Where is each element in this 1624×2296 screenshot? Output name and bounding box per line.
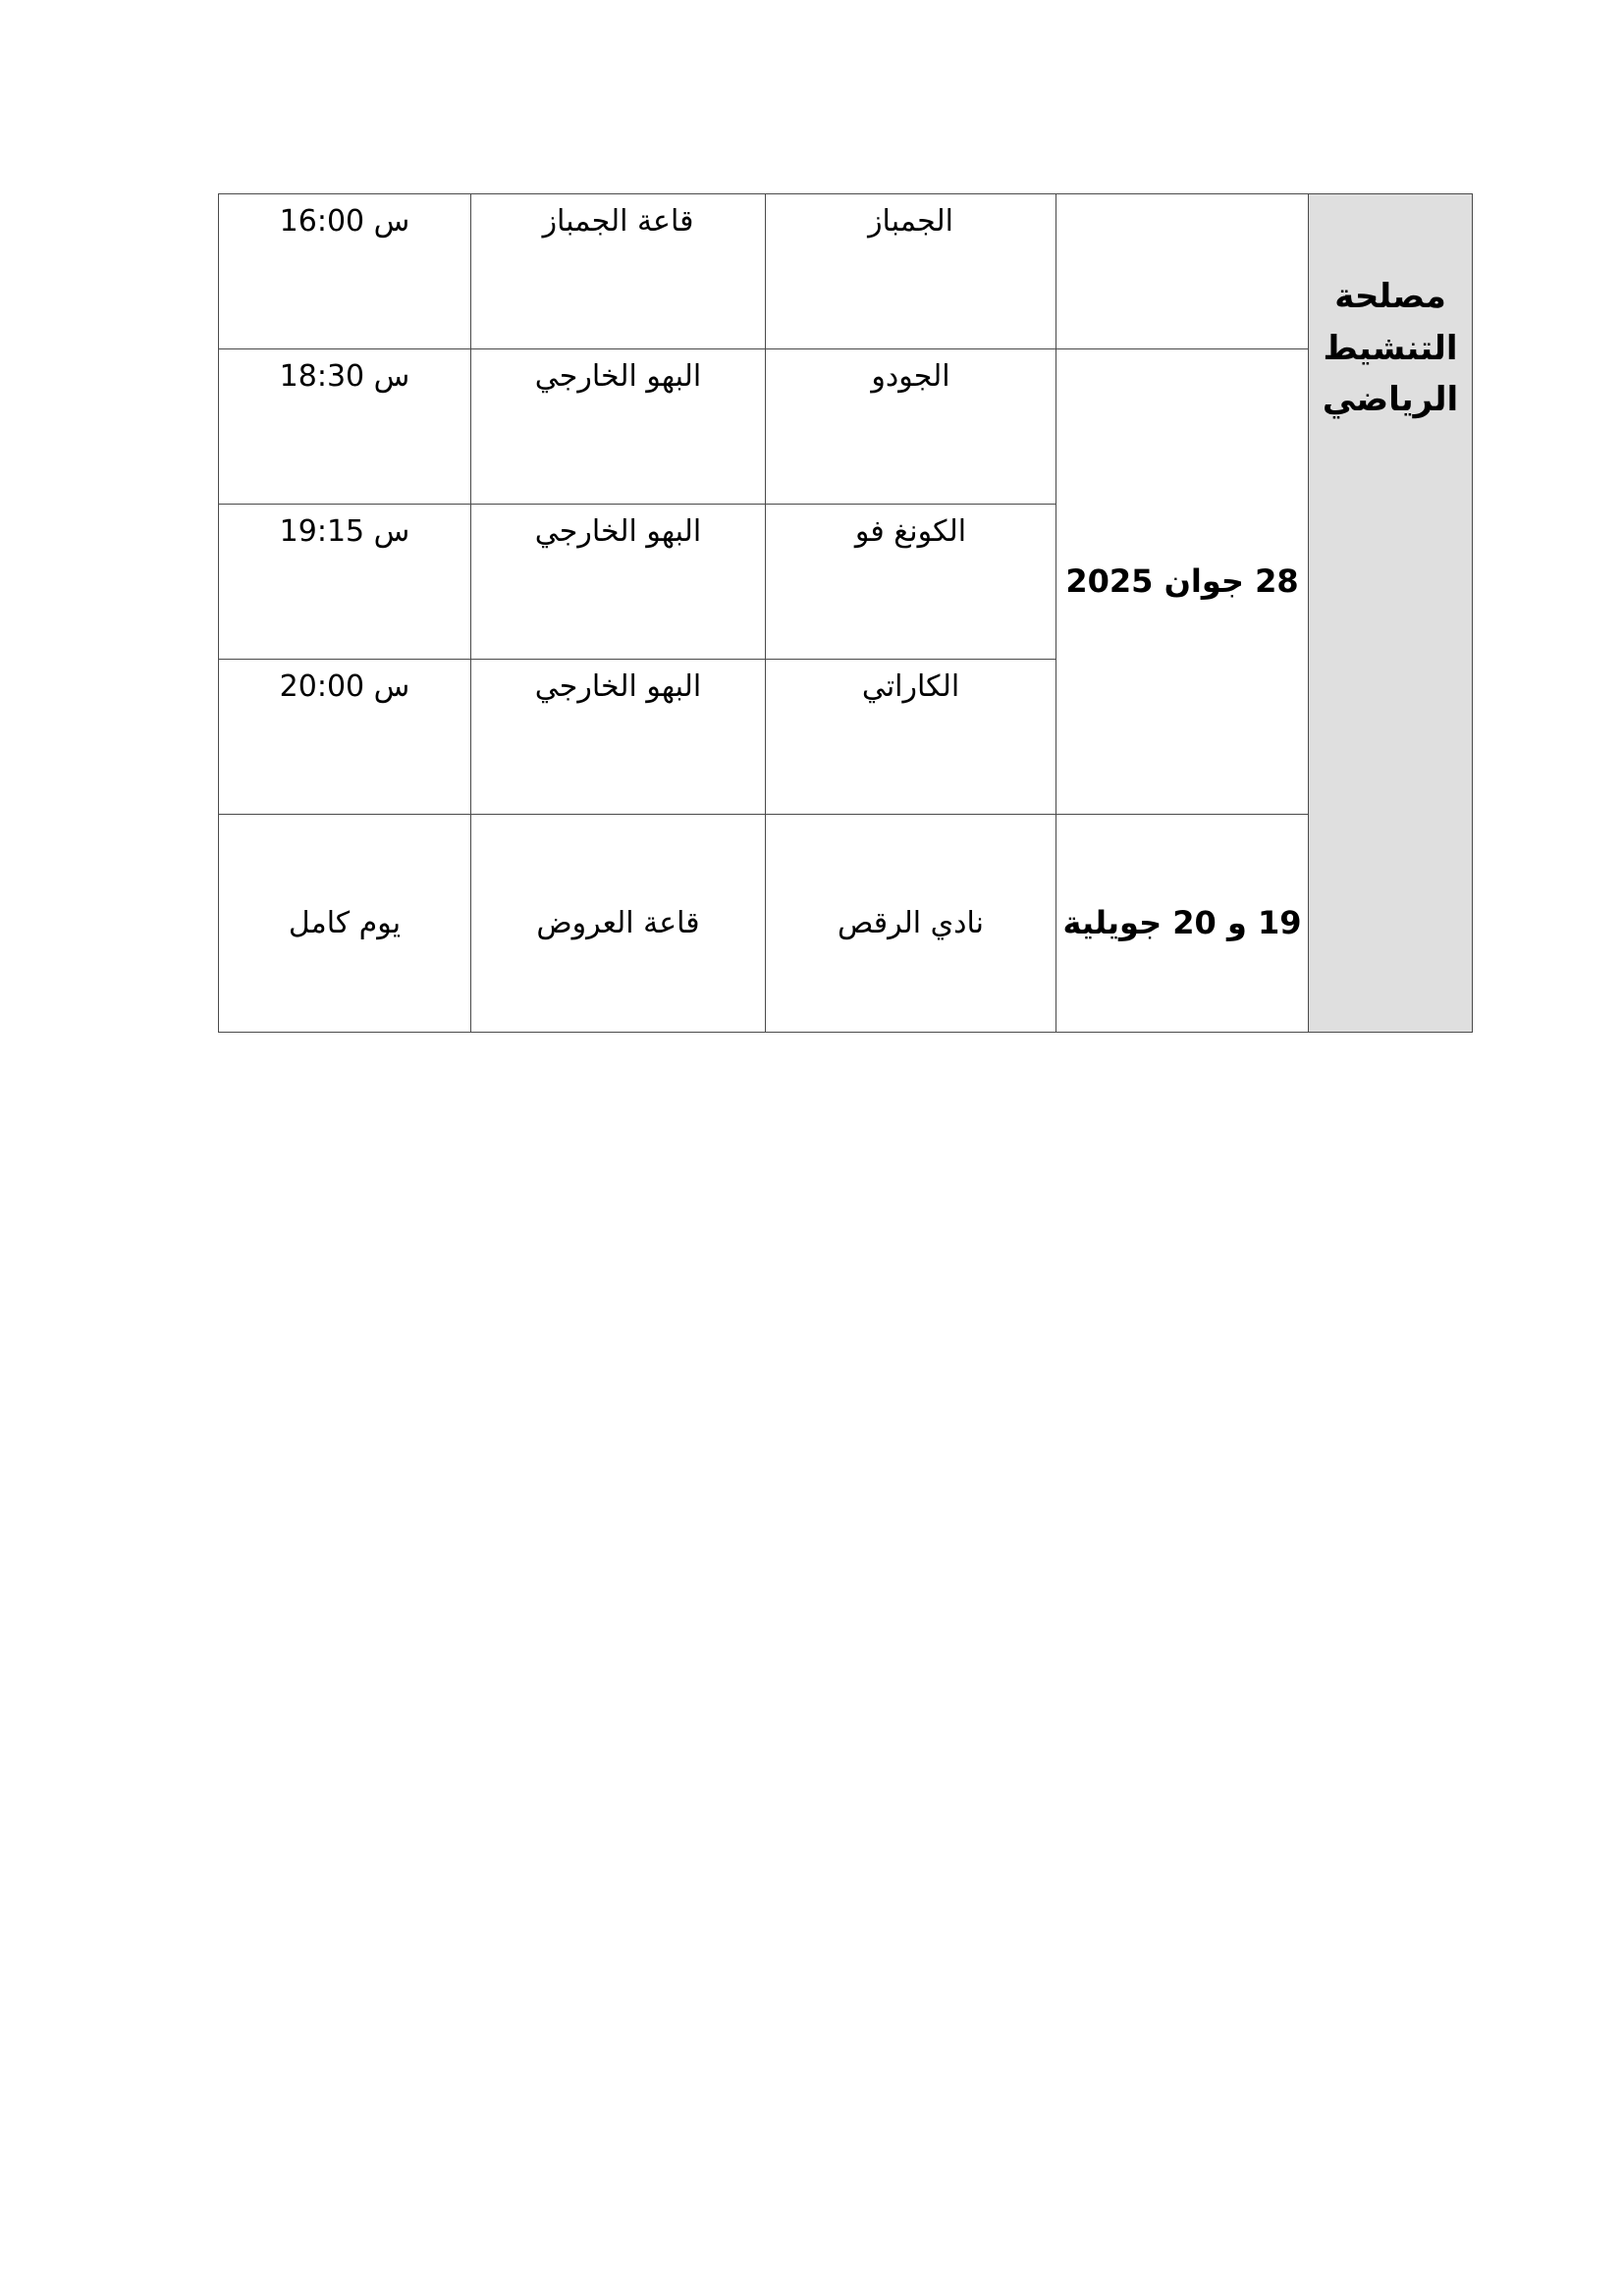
date-cell: 28 جوان 2025 bbox=[1056, 349, 1309, 815]
time-cell: س 18:30 bbox=[219, 349, 471, 505]
time-cell: س 16:00 bbox=[219, 194, 471, 349]
service-line: مصلحة bbox=[1334, 277, 1446, 316]
service-line: الرياضي bbox=[1322, 380, 1459, 420]
date-cell-empty bbox=[1056, 194, 1309, 349]
location-cell: قاعة الجمباز bbox=[471, 194, 766, 349]
location-cell: البهو الخارجي bbox=[471, 349, 766, 505]
table-row bbox=[219, 194, 1473, 349]
table-row bbox=[219, 815, 1473, 1033]
activity-cell: الكاراتي bbox=[766, 660, 1056, 815]
service-name-cell bbox=[1309, 194, 1473, 1033]
activity-cell: الجودو bbox=[766, 349, 1056, 505]
schedule-table bbox=[218, 193, 1473, 1033]
service-line: التنشيط bbox=[1323, 328, 1458, 368]
location-cell: البهو الخارجي bbox=[471, 505, 766, 660]
date-cell: 19 و 20 جويلية bbox=[1056, 815, 1309, 1033]
location-cell: البهو الخارجي bbox=[471, 660, 766, 815]
activity-cell: الكونغ فو bbox=[766, 505, 1056, 660]
activity-cell: الجمباز bbox=[766, 194, 1056, 349]
activity-cell: نادي الرقص bbox=[766, 815, 1056, 1033]
time-cell: س 19:15 bbox=[219, 505, 471, 660]
location-cell: قاعة العروض bbox=[471, 815, 766, 1033]
table-row bbox=[219, 349, 1473, 505]
time-cell: يوم كامل bbox=[219, 815, 471, 1033]
time-cell: س 20:00 bbox=[219, 660, 471, 815]
